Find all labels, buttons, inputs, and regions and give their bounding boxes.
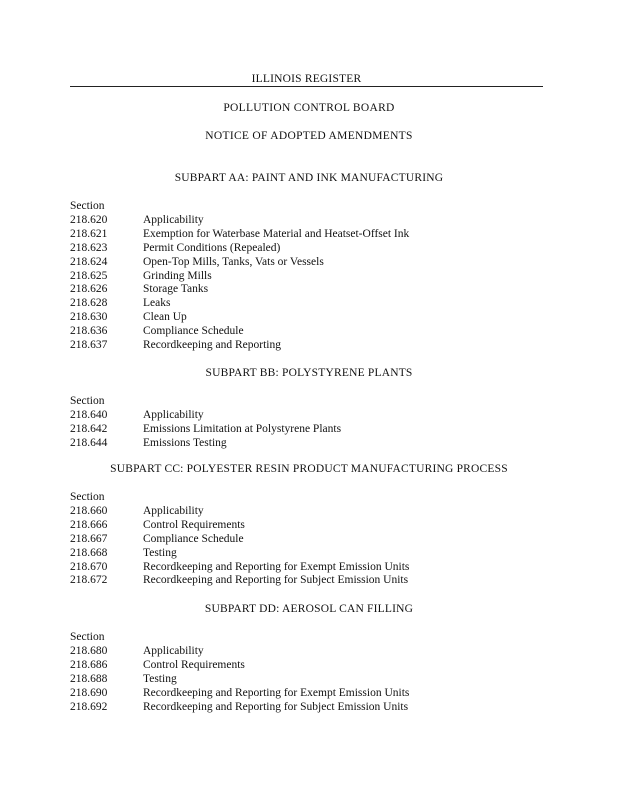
section-number: 218.625 bbox=[70, 269, 108, 282]
section-title: Applicability bbox=[143, 408, 204, 421]
section-title: Emissions Limitation at Polystyrene Plants bbox=[143, 422, 342, 435]
section-label: Section bbox=[70, 200, 105, 212]
section-row bbox=[70, 282, 550, 296]
section-number: 218.686 bbox=[70, 658, 108, 671]
section-title: Control Requirements bbox=[143, 658, 245, 671]
section-row bbox=[70, 546, 550, 560]
section-number: 218.620 bbox=[70, 213, 108, 226]
notice-title: NOTICE OF ADOPTED AMENDMENTS bbox=[205, 130, 413, 142]
section-row bbox=[70, 296, 550, 310]
section-row bbox=[70, 241, 550, 255]
section-row bbox=[70, 255, 550, 269]
subpart-title: SUBPART BB: POLYSTYRENE PLANTS bbox=[205, 367, 413, 379]
section-number: 218.680 bbox=[70, 644, 108, 657]
section-number: 218.668 bbox=[70, 546, 108, 559]
section-number: 218.667 bbox=[70, 532, 108, 545]
section-row bbox=[70, 324, 550, 338]
section-row bbox=[70, 436, 550, 450]
section-row bbox=[70, 408, 550, 422]
section-title: Recordkeeping and Reporting for Exempt Emission Units bbox=[143, 560, 410, 573]
section-title: Testing bbox=[143, 672, 177, 685]
section-title: Recordkeeping and Reporting for Exempt Emission Units bbox=[143, 686, 410, 699]
section-title: Recordkeeping and Reporting for Subject Emission Units bbox=[143, 574, 409, 587]
section-number: 218.692 bbox=[70, 700, 108, 713]
section-number: 218.688 bbox=[70, 672, 108, 685]
section-number: 218.628 bbox=[70, 297, 108, 310]
section-number: 218.672 bbox=[70, 574, 108, 587]
section-number: 218.624 bbox=[70, 255, 108, 268]
section-row bbox=[70, 686, 550, 700]
section-row bbox=[70, 338, 550, 352]
section-row bbox=[70, 658, 550, 672]
section-title: Control Requirements bbox=[143, 518, 245, 531]
section-number: 218.642 bbox=[70, 422, 108, 435]
section-row bbox=[70, 573, 550, 587]
board-title: POLLUTION CONTROL BOARD bbox=[223, 102, 395, 114]
section-number: 218.630 bbox=[70, 311, 108, 324]
section-number: 218.690 bbox=[70, 686, 108, 699]
section-number: 218.660 bbox=[70, 504, 108, 517]
section-title: Clean Up bbox=[143, 311, 187, 324]
register-header: ILLINOIS REGISTER bbox=[70, 72, 543, 87]
section-title: Emissions Testing bbox=[143, 436, 227, 449]
section-row bbox=[70, 269, 550, 283]
section-title: Applicability bbox=[143, 644, 204, 657]
subpart-title: SUBPART CC: POLYESTER RESIN PRODUCT MANUFACTURING PROCESS bbox=[110, 463, 508, 475]
section-title: Compliance Schedule bbox=[143, 325, 244, 338]
section-title: Applicability bbox=[143, 213, 204, 226]
section-title: Grinding Mills bbox=[143, 269, 212, 282]
section-number: 218.623 bbox=[70, 241, 108, 254]
section-number: 218.626 bbox=[70, 283, 108, 296]
section-row bbox=[70, 644, 550, 658]
section-number: 218.670 bbox=[70, 560, 108, 573]
section-title: Recordkeeping and Reporting for Subject Emission Units bbox=[143, 700, 409, 713]
section-number: 218.636 bbox=[70, 325, 108, 338]
section-row bbox=[70, 560, 550, 574]
subpart-title: SUBPART AA: PAINT AND INK MANUFACTURING bbox=[174, 172, 444, 184]
section-number: 218.637 bbox=[70, 339, 108, 351]
section-title: Compliance Schedule bbox=[143, 532, 244, 545]
section-number: 218.666 bbox=[70, 518, 108, 531]
section-row bbox=[70, 504, 550, 518]
section-label: Section bbox=[70, 395, 105, 407]
section-title: Permit Conditions (Repealed) bbox=[143, 241, 281, 254]
section-row bbox=[70, 310, 550, 324]
section-row bbox=[70, 700, 550, 714]
section-title: Testing bbox=[143, 546, 177, 559]
section-row bbox=[70, 532, 550, 546]
section-title: Storage Tanks bbox=[143, 283, 209, 296]
section-row bbox=[70, 422, 550, 436]
subpart-title: SUBPART DD: AEROSOL CAN FILLING bbox=[204, 603, 414, 615]
section-title: Applicability bbox=[143, 504, 204, 517]
section-title: Leaks bbox=[143, 297, 171, 310]
section-title: Open-Top Mills, Tanks, Vats or Vessels bbox=[143, 255, 324, 268]
section-title: Exemption for Waterbase Material and Heatset-Offset Ink bbox=[143, 227, 410, 240]
section-row bbox=[70, 213, 550, 227]
section-row bbox=[70, 518, 550, 532]
section-label: Section bbox=[70, 491, 105, 503]
section-label: Section bbox=[70, 631, 105, 643]
section-number: 218.621 bbox=[70, 227, 108, 240]
section-number: 218.644 bbox=[70, 436, 108, 449]
section-row bbox=[70, 227, 550, 241]
section-title: Recordkeeping and Reporting bbox=[143, 339, 281, 351]
section-number: 218.640 bbox=[70, 408, 108, 421]
section-row bbox=[70, 672, 550, 686]
